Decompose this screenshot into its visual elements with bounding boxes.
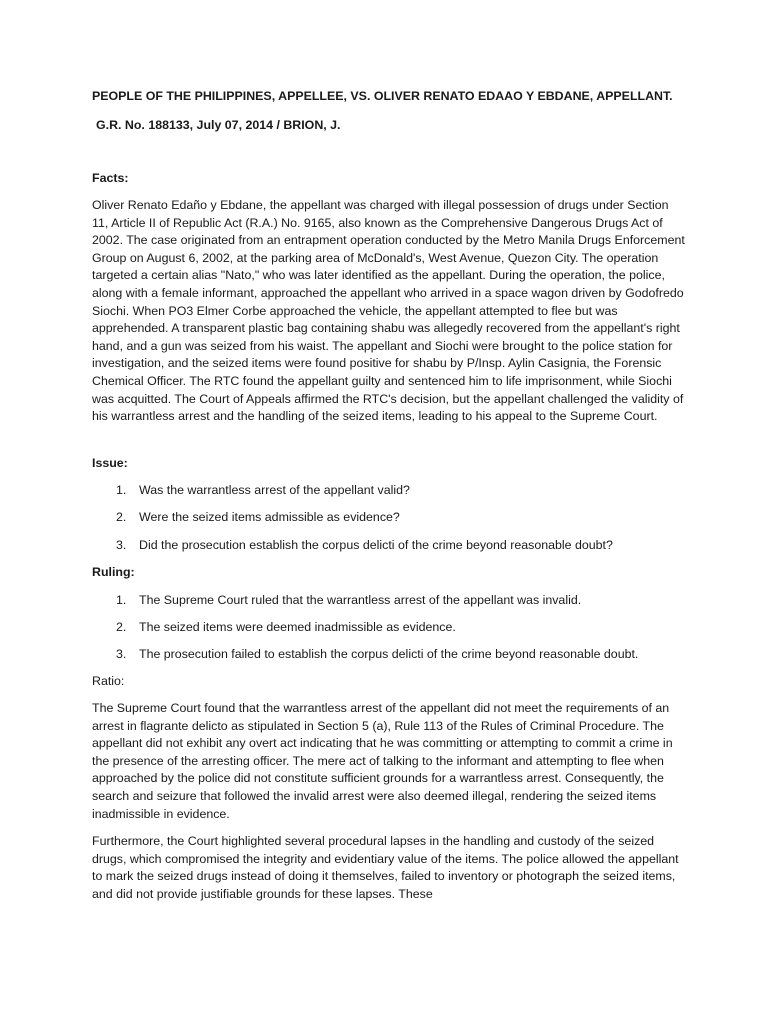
ratio-paragraph: The Supreme Court found that the warrantless arrest of the appellant did not meet the requirements of an arrest in flagrante delicto as stipulated in Section 5 (a), Rule 113 of the Rules of Criminal Procedure. The appellant did not exhibit any overt act indicating that he was committing or attempting to commit a crime in the presence of the arresting officer. The mere act of talking to the informant and attempting to flee when approached by the police did not constitute sufficient grounds for a warrantless arrest. Consequently, the search and seizure that followed the invalid arrest were also deemed illegal, rendering the seized items inadmissible in evidence. [92, 701, 673, 821]
issue-item-number: 3. [116, 538, 127, 552]
issue-item [116, 482, 706, 500]
facts-heading: Facts: [92, 171, 129, 185]
issue-item [116, 537, 706, 555]
issue-item [116, 509, 706, 527]
ruling-heading: Ruling: [92, 565, 135, 579]
issue-item-number: 2. [116, 510, 127, 524]
issue-item-text: Were the seized items admissible as evidence? [139, 510, 400, 524]
ruling-item-text: The prosecution failed to establish the corpus delicti of the crime beyond reasonable doubt. [139, 647, 639, 661]
case-title: PEOPLE OF THE PHILIPPINES, APPELLEE, VS. OLIVER RENATO EDAAO Y EBDANE, APPELLANT. [92, 89, 673, 103]
ruling-item-number: 2. [116, 620, 127, 634]
ratio-heading: Ratio: [92, 674, 125, 688]
ruling-item [116, 619, 706, 637]
issue-item-text: Did the prosecution establish the corpus delicti of the crime beyond reasonable doubt? [139, 538, 613, 552]
issue-item-number: 1. [116, 483, 127, 497]
ruling-item-number: 1. [116, 593, 127, 607]
ruling-item [116, 592, 706, 610]
issue-item-text: Was the warrantless arrest of the appellant valid? [139, 483, 410, 497]
ruling-item-text: The Supreme Court ruled that the warrantless arrest of the appellant was invalid. [139, 593, 582, 607]
ruling-item-number: 3. [116, 647, 127, 661]
ratio-paragraph: Furthermore, the Court highlighted several procedural lapses in the handling and custody of the seized drugs, which compromised the integrity and evidentiary value of the items. The police allowed the appellant to mark the seized drugs instead of doing it themselves, failed to inventory or photograph the seized items, and did not provide justifiable grounds for these lapses. These [92, 834, 679, 901]
ruling-item-text: The seized items were deemed inadmissible as evidence. [139, 620, 456, 634]
case-citation: G.R. No. 188133, July 07, 2014 / BRION, J. [96, 118, 341, 132]
facts-paragraph: Oliver Renato Edaño y Ebdane, the appellant was charged with illegal possession of drugs under Section 11, Article II of Republic Act (R.A.) No. 9165, also known as the Comprehensive Dangerous Drugs Act of 2002. The case originated from an entrapment operation conducted by the Metro Manila Drugs Enforcement Group on August 6, 2002, at the parking area of McDonald's, West Avenue, Quezon City. The operation targeted a certain alias "Nato," who was later identified as the appellant. During the operation, the police, along with a female informant, approached the appellant who arrived in a space wagon driven by Godofredo Siochi. When PO3 Elmer Corbe approached the vehicle, the appellant attempted to flee but was apprehended. A transparent plastic bag containing shabu was allegedly recovered from the appellant's right hand, and a gun was seized from his waist. The appellant and Siochi were brought to the police station for investigation, and the seized items were found positive for shabu by P/Insp. Aylin Casignia, the Forensic Chemical Officer. The RTC found the appellant guilty and sentenced him to life imprisonment, while Siochi was acquitted. The Court of Appeals affirmed the RTC's decision, but the appellant challenged the validity of his warrantless arrest and the handling of the seized items, leading to his appeal to the Supreme Court. [92, 198, 685, 424]
ruling-item [116, 646, 706, 664]
issue-heading: Issue: [92, 456, 128, 470]
